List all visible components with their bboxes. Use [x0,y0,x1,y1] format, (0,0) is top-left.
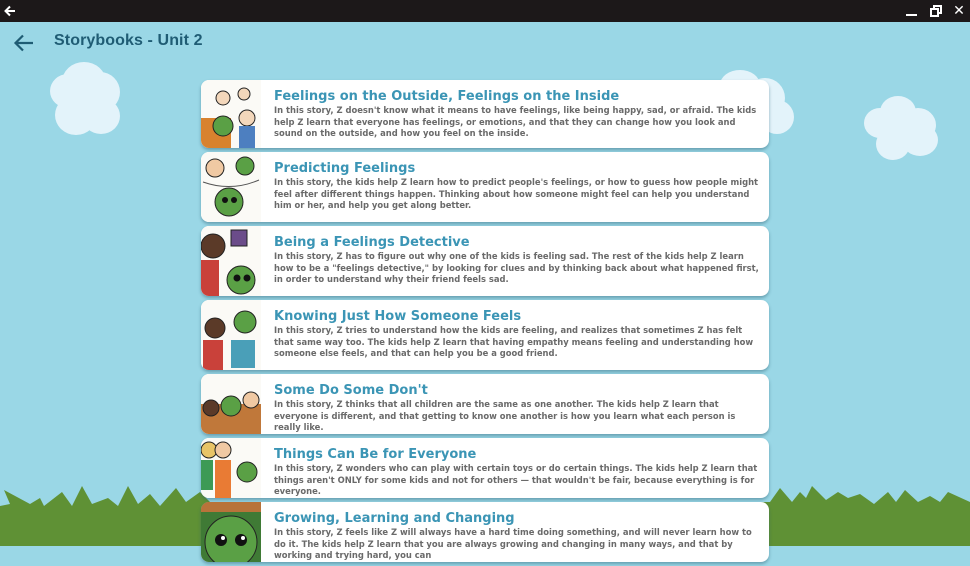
story-thumbnail [201,226,261,296]
story-title: Some Do Some Don't [274,383,428,398]
story-card[interactable] [201,152,769,222]
story-thumbnail [201,502,261,562]
kids-and-z-illustration-icon [201,80,261,148]
story-card[interactable] [201,80,769,148]
story-description: In this story, the kids help Z learn how to predict people's feelings, or how to guess how people might feel after different things happen. Thinking about how someone might feel can help you understand him or her, and help you get along better. [274,177,759,210]
storybook-list[interactable] [201,80,769,566]
close-button[interactable] [946,0,970,22]
story-thumbnail [201,300,261,370]
story-title: Things Can Be for Everyone [274,447,477,462]
story-description: In this story, Z thinks that all children are the same as one another. The kids help Z learn that everyone is different, and that getting to know one another is how you learn what each person is really like. [274,399,736,432]
story-title: Feelings on the Outside, Feelings on the Inside [274,89,620,104]
window-titlebar [0,0,970,22]
story-card[interactable] [201,226,769,296]
story-title: Being a Feelings Detective [274,235,470,250]
story-title: Growing, Learning and Changing [274,511,515,526]
story-description: In this story, Z doesn't know what it means to have feelings, like being happy, sad, or afraid. The kids help Z learn that everyone has feelings, or emotions, and that they can change how you look and sound on the outside, and how you feel on the inside. [274,105,757,138]
story-card[interactable] [201,374,769,434]
story-description: In this story, Z has to figure out why one of the kids is feeling sad. The rest of the kids help Z learn how to be a "feelings detective," by looking for clues and by thinking back about what happened first, in order to understand why their friend feels sad. [274,251,759,284]
kids-on-couch-illustration-icon [201,374,261,434]
empathy-illustration-icon [201,300,261,370]
story-description: In this story, Z tries to understand how the kids are feeling, and realizes that sometimes Z has felt that same way too. The kids help Z learn that having empathy means feeling and understanding how someone else feels, and that can help you be a good friend. [274,325,754,358]
story-card[interactable] [201,438,769,498]
close-icon: ✕ [953,3,965,19]
restore-icon [930,6,940,16]
minimize-button[interactable] [898,0,924,22]
story-thumbnail [201,438,261,498]
z-thinking-illustration-icon [201,152,261,222]
back-arrow-icon [4,5,16,17]
restore-button[interactable] [922,0,948,22]
minimize-icon [906,14,917,16]
story-thumbnail [201,374,261,434]
story-thumbnail [201,152,261,222]
kids-with-toys-illustration-icon [201,438,261,498]
story-title: Knowing Just How Someone Feels [274,309,522,324]
feelings-detective-illustration-icon [201,226,261,296]
z-closeup-illustration-icon [201,502,261,562]
app-header [0,22,970,66]
story-card[interactable] [201,502,769,562]
story-description: In this story, Z wonders who can play with certain toys or do certain things. The kids help Z learn that things aren't ONLY for some kids and not for others — that wouldn't be fair, because everything is for everyone. [274,463,758,496]
story-description: In this story, Z feels like Z will always have a hard time doing something, and will never learn how to do it. The kids help Z learn that you are always growing and changing in many ways, and that by working and trying hard, you can [274,527,752,560]
window-back-button[interactable] [4,1,16,22]
story-card[interactable] [201,300,769,370]
story-title: Predicting Feelings [274,161,416,176]
page-title: Storybooks - Unit 2 [54,32,203,49]
story-thumbnail [201,80,261,148]
back-arrow-icon[interactable] [12,31,36,55]
